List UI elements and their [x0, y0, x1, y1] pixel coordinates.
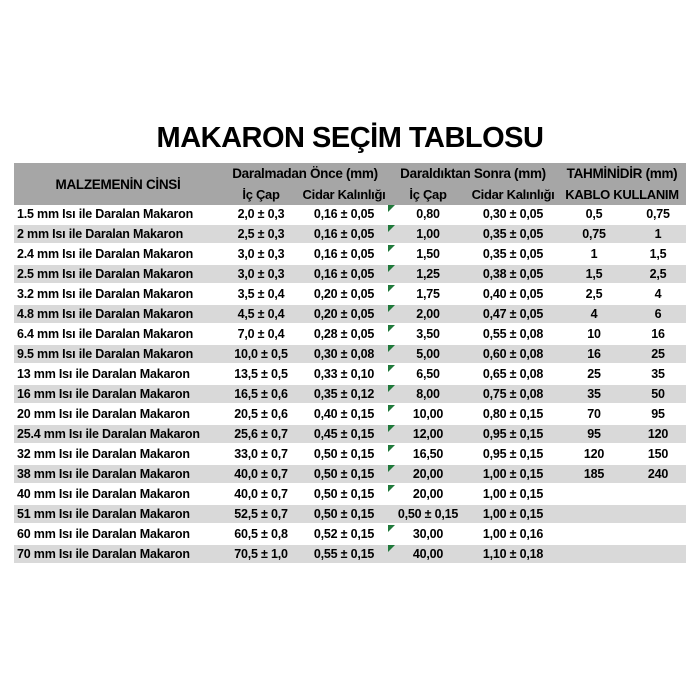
inner-diameter-before-cell: [222, 285, 300, 305]
material-cell: [14, 265, 222, 285]
wall-thickness-after-cell: [468, 325, 558, 345]
table-header: [14, 163, 686, 205]
cell-value: 20 mm Isı ile Daralan Makaron: [17, 407, 190, 421]
error-indicator-icon: [388, 225, 395, 232]
cell-value: 0,40 ± 0,05: [482, 287, 544, 301]
table-row: [14, 545, 686, 565]
header-group-row: [14, 163, 686, 184]
cell-value: 2.4 mm Isı ile Daralan Makaron: [17, 247, 194, 261]
header-wall-thickness-before: Cidar Kalınlığı: [300, 184, 388, 205]
wall-thickness-before-cell: [300, 345, 388, 365]
cell-value: 60 mm Isı ile Daralan Makaron: [17, 527, 190, 541]
table-row: [14, 405, 686, 425]
cable-usage-max-cell: [630, 365, 686, 385]
inner-diameter-after-cell: [388, 305, 468, 325]
cell-value: 1,25: [416, 267, 440, 281]
wall-thickness-before-cell: [300, 365, 388, 385]
cell-value: 2 mm Isı ile Daralan Makaron: [17, 227, 184, 241]
wall-thickness-before-cell: [300, 425, 388, 445]
error-indicator-icon: [388, 265, 395, 272]
cell-value: 4: [590, 307, 598, 321]
table-row: [14, 245, 686, 265]
error-indicator-icon: [388, 425, 395, 432]
cable-usage-min-cell: [558, 445, 630, 465]
cable-usage-max-cell: [630, 525, 686, 545]
inner-diameter-after-cell: [388, 205, 468, 225]
cell-value: 2,00: [416, 307, 440, 321]
cell-value: 0,50 ± 0,15: [313, 507, 375, 521]
wall-thickness-before-cell: [300, 385, 388, 405]
cable-usage-min-cell: [558, 205, 630, 225]
cell-value: 25: [587, 367, 601, 381]
wall-thickness-before-cell: [300, 285, 388, 305]
cell-value: 70,5 ± 1,0: [234, 547, 288, 561]
material-cell: [14, 245, 222, 265]
material-cell: [14, 325, 222, 345]
wall-thickness-after-cell: [468, 225, 558, 245]
cell-value: 20,00: [412, 487, 444, 501]
cable-usage-min-cell: [558, 385, 630, 405]
cell-value: 1,50: [416, 247, 440, 261]
wall-thickness-before-cell: [300, 245, 388, 265]
cell-value: 40,00: [412, 547, 444, 561]
cell-value: 4: [654, 287, 662, 301]
cell-value: 1,00 ± 0,15: [482, 507, 544, 521]
cell-value: 3,50: [416, 327, 440, 341]
error-indicator-icon: [388, 345, 395, 352]
header-cable-usage: KABLO KULLANIM: [558, 184, 686, 205]
cell-value: 13,5 ± 0,5: [234, 367, 288, 381]
cable-usage-min-cell: [558, 305, 630, 325]
wall-thickness-after-cell: [468, 285, 558, 305]
cell-value: 8,00: [416, 387, 440, 401]
inner-diameter-before-cell: [222, 205, 300, 225]
inner-diameter-after-cell: [388, 525, 468, 545]
cell-value: 1,00 ± 0,15: [482, 467, 544, 481]
cell-value: 0,50 ± 0,15: [313, 487, 375, 501]
cell-value: 0,95 ± 0,15: [482, 427, 544, 441]
error-indicator-icon: [388, 405, 395, 412]
cell-value: 0,40 ± 0,15: [313, 407, 375, 421]
inner-diameter-before-cell: [222, 305, 300, 325]
cable-usage-min-cell: [558, 285, 630, 305]
cell-value: 2,5 ± 0,3: [237, 227, 285, 241]
cell-value: 0,55 ± 0,15: [313, 547, 375, 561]
wall-thickness-after-cell: [468, 245, 558, 265]
error-indicator-icon: [388, 445, 395, 452]
material-cell: [14, 505, 222, 525]
material-cell: [14, 425, 222, 445]
wall-thickness-before-cell: [300, 505, 388, 525]
material-cell: [14, 205, 222, 225]
cell-value: 0,75: [582, 227, 606, 241]
wall-thickness-after-cell: [468, 385, 558, 405]
inner-diameter-after-cell: [388, 265, 468, 285]
cell-value: 95: [651, 407, 665, 421]
inner-diameter-after-cell: [388, 225, 468, 245]
wall-thickness-before-cell: [300, 545, 388, 565]
cable-usage-max-cell: [630, 425, 686, 445]
inner-diameter-before-cell: [222, 485, 300, 505]
cell-value: 40,0 ± 0,7: [234, 467, 288, 481]
error-indicator-icon: [388, 285, 395, 292]
cell-value: 0,5: [585, 207, 603, 221]
cell-value: 0,16 ± 0,05: [313, 247, 375, 261]
cell-value: 0,50 ± 0,15: [313, 467, 375, 481]
wall-thickness-before-cell: [300, 305, 388, 325]
cell-value: 4.8 mm Isı ile Daralan Makaron: [17, 307, 194, 321]
cell-value: 16: [587, 347, 601, 361]
cell-value: 40,0 ± 0,7: [234, 487, 288, 501]
cell-value: 0,65 ± 0,08: [482, 367, 544, 381]
inner-diameter-before-cell: [222, 225, 300, 245]
cell-value: 0,35 ± 0,05: [482, 247, 544, 261]
cell-value: 95: [587, 427, 601, 441]
cell-value: 0,35 ± 0,05: [482, 227, 544, 241]
cell-value: 3.2 mm Isı ile Daralan Makaron: [17, 287, 194, 301]
error-indicator-icon: [388, 365, 395, 372]
cable-usage-max-cell: [630, 465, 686, 485]
cell-value: 0,16 ± 0,05: [313, 267, 375, 281]
wall-thickness-after-cell: [468, 345, 558, 365]
wall-thickness-after-cell: [468, 425, 558, 445]
cell-value: 25.4 mm Isı ile Daralan Makaron: [17, 427, 200, 441]
cell-value: 6: [654, 307, 662, 321]
inner-diameter-before-cell: [222, 545, 300, 565]
cell-value: 1.5 mm Isı ile Daralan Makaron: [17, 207, 194, 221]
cell-value: 4,5 ± 0,4: [237, 307, 285, 321]
wall-thickness-before-cell: [300, 465, 388, 485]
cell-value: 0,30 ± 0,05: [482, 207, 544, 221]
cable-usage-max-cell: [630, 345, 686, 365]
cable-usage-min-cell: [558, 225, 630, 245]
cable-usage-min-cell: [558, 345, 630, 365]
inner-diameter-before-cell: [222, 325, 300, 345]
cable-usage-max-cell: [630, 285, 686, 305]
cell-value: 51 mm Isı ile Daralan Makaron: [17, 507, 190, 521]
cell-value: 0,16 ± 0,05: [313, 227, 375, 241]
table-row: [14, 225, 686, 245]
cell-value: 16: [651, 327, 665, 341]
wall-thickness-after-cell: [468, 465, 558, 485]
cable-usage-max-cell: [630, 505, 686, 525]
header-inner-diameter-before: İç Çap: [222, 184, 300, 205]
cell-value: 12,00: [412, 427, 444, 441]
material-cell: [14, 285, 222, 305]
cable-usage-max-cell: [630, 205, 686, 225]
cell-value: 0,28 ± 0,05: [313, 327, 375, 341]
cell-value: 1: [590, 247, 598, 261]
cell-value: 2,5: [649, 267, 667, 281]
cable-usage-min-cell: [558, 525, 630, 545]
cell-value: 20,5 ± 0,6: [234, 407, 288, 421]
wall-thickness-before-cell: [300, 405, 388, 425]
header-group-before-shrink: Daralmadan Önce (mm): [222, 163, 388, 184]
material-cell: [14, 525, 222, 545]
wall-thickness-after-cell: [468, 485, 558, 505]
cell-value: 25,6 ± 0,7: [234, 427, 288, 441]
inner-diameter-before-cell: [222, 445, 300, 465]
cell-value: 2,5: [585, 287, 603, 301]
cell-value: 0,75 ± 0,08: [482, 387, 544, 401]
cell-value: 185: [583, 467, 605, 481]
cable-usage-max-cell: [630, 385, 686, 405]
cell-value: 50: [651, 387, 665, 401]
error-indicator-icon: [388, 525, 395, 532]
cable-usage-max-cell: [630, 405, 686, 425]
cable-usage-min-cell: [558, 245, 630, 265]
cell-value: 0,80 ± 0,15: [482, 407, 544, 421]
cable-usage-max-cell: [630, 445, 686, 465]
table-row: [14, 445, 686, 465]
cell-value: 16,50: [412, 447, 444, 461]
cell-value: 32 mm Isı ile Daralan Makaron: [17, 447, 190, 461]
inner-diameter-after-cell: [388, 445, 468, 465]
makaron-selection-table: [14, 163, 686, 565]
error-indicator-icon: [388, 205, 395, 212]
inner-diameter-after-cell: [388, 505, 468, 525]
cell-value: 0,45 ± 0,15: [313, 427, 375, 441]
material-cell: [14, 305, 222, 325]
cable-usage-max-cell: [630, 305, 686, 325]
inner-diameter-before-cell: [222, 465, 300, 485]
cell-value: 7,0 ± 0,4: [237, 327, 285, 341]
cell-value: 20,00: [412, 467, 444, 481]
wall-thickness-after-cell: [468, 405, 558, 425]
cable-usage-max-cell: [630, 245, 686, 265]
table-row: [14, 285, 686, 305]
cable-usage-min-cell: [558, 545, 630, 565]
header-group-after-shrink: Daraldıktan Sonra (mm): [388, 163, 558, 184]
inner-diameter-before-cell: [222, 525, 300, 545]
page-title: MAKARON SEÇİM TABLOSU: [156, 122, 544, 154]
header-wall-thickness-after: Cidar Kalınlığı: [468, 184, 558, 205]
inner-diameter-after-cell: [388, 425, 468, 445]
material-cell: [14, 405, 222, 425]
cell-value: 10,00: [412, 407, 444, 421]
error-indicator-icon: [388, 545, 395, 552]
cable-usage-max-cell: [630, 325, 686, 345]
wall-thickness-after-cell: [468, 305, 558, 325]
cell-value: 10,0 ± 0,5: [234, 347, 288, 361]
inner-diameter-before-cell: [222, 345, 300, 365]
cell-value: 0,38 ± 0,05: [482, 267, 544, 281]
cell-value: 120: [583, 447, 605, 461]
inner-diameter-before-cell: [222, 265, 300, 285]
cell-value: 0,75: [646, 207, 670, 221]
cell-value: 70: [587, 407, 601, 421]
table-row: [14, 465, 686, 485]
table-body: [14, 205, 686, 565]
cell-value: 25: [651, 347, 665, 361]
cell-value: 1,00 ± 0,16: [482, 527, 544, 541]
wall-thickness-after-cell: [468, 205, 558, 225]
cell-value: 0,52 ± 0,15: [313, 527, 375, 541]
inner-diameter-after-cell: [388, 545, 468, 565]
table-row: [14, 385, 686, 405]
cell-value: 0,60 ± 0,08: [482, 347, 544, 361]
cell-value: 1,5: [585, 267, 603, 281]
cell-value: 240: [647, 467, 669, 481]
inner-diameter-after-cell: [388, 485, 468, 505]
cell-value: 10: [587, 327, 601, 341]
cell-value: 1,5: [649, 247, 667, 261]
error-indicator-icon: [388, 465, 395, 472]
error-indicator-icon: [388, 325, 395, 332]
cable-usage-max-cell: [630, 545, 686, 565]
inner-diameter-before-cell: [222, 365, 300, 385]
material-cell: [14, 385, 222, 405]
cable-usage-max-cell: [630, 485, 686, 505]
wall-thickness-before-cell: [300, 205, 388, 225]
error-indicator-icon: [388, 245, 395, 252]
cell-value: 0,47 ± 0,05: [482, 307, 544, 321]
cell-value: 0,50 ± 0,15: [397, 507, 459, 521]
cell-value: 16,5 ± 0,6: [234, 387, 288, 401]
cable-usage-min-cell: [558, 405, 630, 425]
wall-thickness-before-cell: [300, 485, 388, 505]
table-row: [14, 365, 686, 385]
table-row: [14, 345, 686, 365]
cell-value: 0,20 ± 0,05: [313, 287, 375, 301]
inner-diameter-before-cell: [222, 505, 300, 525]
cell-value: 3,0 ± 0,3: [237, 247, 285, 261]
cell-value: 13 mm Isı ile Daralan Makaron: [17, 367, 190, 381]
cable-usage-min-cell: [558, 265, 630, 285]
cell-value: 16 mm Isı ile Daralan Makaron: [17, 387, 190, 401]
material-cell: [14, 445, 222, 465]
table-row: [14, 425, 686, 445]
inner-diameter-before-cell: [222, 245, 300, 265]
cable-usage-min-cell: [558, 325, 630, 345]
cell-value: 1: [654, 227, 662, 241]
inner-diameter-after-cell: [388, 345, 468, 365]
cell-value: 33,0 ± 0,7: [234, 447, 288, 461]
cell-value: 0,50 ± 0,15: [313, 447, 375, 461]
cell-value: 2,0 ± 0,3: [237, 207, 285, 221]
cell-value: 1,00 ± 0,15: [482, 487, 544, 501]
table-row: [14, 505, 686, 525]
inner-diameter-after-cell: [388, 365, 468, 385]
cell-value: 60,5 ± 0,8: [234, 527, 288, 541]
wall-thickness-before-cell: [300, 225, 388, 245]
cell-value: 6.4 mm Isı ile Daralan Makaron: [17, 327, 194, 341]
error-indicator-icon: [388, 305, 395, 312]
cell-value: 3,5 ± 0,4: [237, 287, 285, 301]
cell-value: 0,95 ± 0,15: [482, 447, 544, 461]
inner-diameter-after-cell: [388, 405, 468, 425]
wall-thickness-after-cell: [468, 445, 558, 465]
inner-diameter-before-cell: [222, 425, 300, 445]
inner-diameter-after-cell: [388, 385, 468, 405]
cell-value: 120: [647, 427, 669, 441]
table-row: [14, 485, 686, 505]
cell-value: 2.5 mm Isı ile Daralan Makaron: [17, 267, 194, 281]
wall-thickness-after-cell: [468, 545, 558, 565]
material-cell: [14, 225, 222, 245]
table-row: [14, 305, 686, 325]
cell-value: 0,30 ± 0,08: [313, 347, 375, 361]
inner-diameter-after-cell: [388, 285, 468, 305]
wall-thickness-before-cell: [300, 325, 388, 345]
header-inner-diameter-after: İç Çap: [388, 184, 468, 205]
wall-thickness-after-cell: [468, 265, 558, 285]
cell-value: 0,20 ± 0,05: [313, 307, 375, 321]
cable-usage-min-cell: [558, 505, 630, 525]
cable-usage-max-cell: [630, 225, 686, 245]
cell-value: 70 mm Isı ile Daralan Makaron: [17, 547, 190, 561]
error-indicator-icon: [388, 485, 395, 492]
table-row: [14, 325, 686, 345]
error-indicator-icon: [388, 385, 395, 392]
cell-value: 150: [647, 447, 669, 461]
cell-value: 35: [587, 387, 601, 401]
header-material: MALZEMENİN CİNSİ: [14, 163, 222, 205]
wall-thickness-before-cell: [300, 265, 388, 285]
cell-value: 6,50: [416, 367, 440, 381]
cell-value: 52,5 ± 0,7: [234, 507, 288, 521]
cell-value: 40 mm Isı ile Daralan Makaron: [17, 487, 190, 501]
cell-value: 30,00: [412, 527, 444, 541]
material-cell: [14, 485, 222, 505]
cell-value: 0,55 ± 0,08: [482, 327, 544, 341]
material-cell: [14, 365, 222, 385]
cell-value: 0,80: [416, 207, 440, 221]
wall-thickness-after-cell: [468, 365, 558, 385]
inner-diameter-after-cell: [388, 465, 468, 485]
table-row: [14, 205, 686, 225]
wall-thickness-after-cell: [468, 505, 558, 525]
cell-value: 0,33 ± 0,10: [313, 367, 375, 381]
wall-thickness-before-cell: [300, 445, 388, 465]
cable-usage-min-cell: [558, 485, 630, 505]
inner-diameter-after-cell: [388, 245, 468, 265]
table-row: [14, 525, 686, 545]
cell-value: 3,0 ± 0,3: [237, 267, 285, 281]
cable-usage-min-cell: [558, 365, 630, 385]
material-cell: [14, 545, 222, 565]
inner-diameter-before-cell: [222, 385, 300, 405]
cell-value: 9.5 mm Isı ile Daralan Makaron: [17, 347, 194, 361]
cell-value: 1,75: [416, 287, 440, 301]
material-cell: [14, 345, 222, 365]
cable-usage-min-cell: [558, 465, 630, 485]
cell-value: 0,16 ± 0,05: [313, 207, 375, 221]
cell-value: 1,10 ± 0,18: [482, 547, 544, 561]
header-group-estimate: TAHMİNİDİR (mm): [558, 163, 686, 184]
cell-value: 0,35 ± 0,12: [313, 387, 375, 401]
material-cell: [14, 465, 222, 485]
cell-value: 5,00: [416, 347, 440, 361]
cell-value: 35: [651, 367, 665, 381]
wall-thickness-after-cell: [468, 525, 558, 545]
table-row: [14, 265, 686, 285]
cell-value: 1,00: [416, 227, 440, 241]
inner-diameter-before-cell: [222, 405, 300, 425]
cable-usage-min-cell: [558, 425, 630, 445]
cell-value: 38 mm Isı ile Daralan Makaron: [17, 467, 190, 481]
inner-diameter-after-cell: [388, 325, 468, 345]
cable-usage-max-cell: [630, 265, 686, 285]
wall-thickness-before-cell: [300, 525, 388, 545]
